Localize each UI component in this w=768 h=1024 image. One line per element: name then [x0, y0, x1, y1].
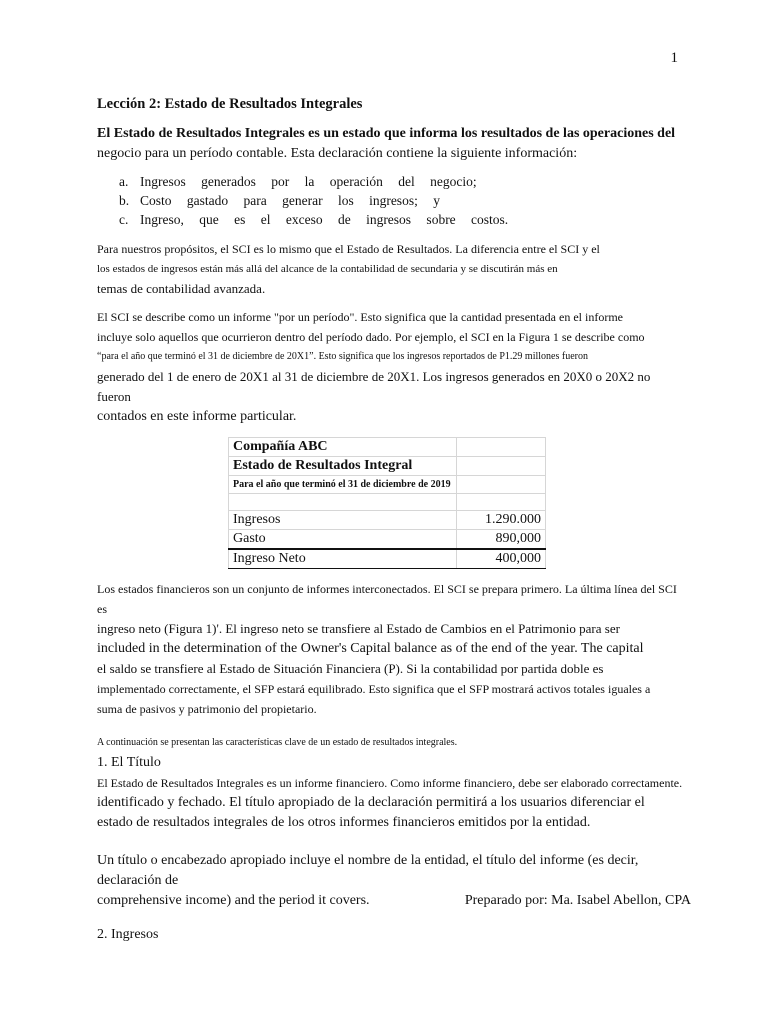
- table-row: [229, 494, 546, 511]
- section-heading: 1. El Título: [97, 755, 161, 770]
- list-marker: a.: [119, 174, 129, 189]
- intro-bold-line: El Estado de Resultados Integrales es un estado que informa los resultados de las operaciones del: [97, 126, 676, 141]
- paragraph-line: “para el año que terminó el 31 de diciembre de 20X1”. Esto significa que los ingresos reportados de P1.29 millones fueron: [97, 351, 588, 362]
- paragraph-line: El SCI se describe como un informe "por un período". Esto significa que la cantidad presentada en el informe: [97, 310, 623, 324]
- paragraph-line: included in the determination of the Owner's Capital balance as of the end of the year. The capital: [97, 641, 644, 656]
- row-label-cell: Gasto: [229, 530, 457, 550]
- list-item: [119, 172, 687, 191]
- paragraph-line: el saldo se transfiere al Estado de Situación Financiera (P). Si la contabilidad por partida doble es: [97, 661, 604, 676]
- empty-cell: [457, 438, 546, 457]
- intro-line-2: negocio para un período contable. Esta declaración contiene la siguiente información:: [97, 146, 578, 161]
- statement-title-cell: Estado de Resultados Integral: [229, 457, 457, 476]
- section-title: [97, 753, 687, 833]
- list-text: Costo gastado para generar los ingresos; y: [140, 193, 440, 208]
- row-label-cell: Ingresos: [229, 511, 457, 530]
- table-row: [229, 530, 546, 550]
- empty-cell: [457, 476, 546, 494]
- paragraph-line: incluye solo aquellos que ocurrieron dentro del período dado. Por ejemplo, el SCI en la Figura 1 se describe como: [97, 330, 645, 344]
- empty-cell: [457, 457, 546, 476]
- info-list: [119, 172, 687, 229]
- table-row-net-income: [229, 549, 546, 569]
- list-item: [119, 210, 687, 229]
- paragraph-line: identificado y fechado. El título apropiado de la declaración permitirá a los usuarios diferenciar el: [97, 795, 645, 810]
- period-cell: Para el año que terminó el 31 de diciembre de 2019: [229, 476, 457, 494]
- key-features-intro: A continuación se presentan las características clave de un estado de resultados integrales.: [97, 737, 458, 748]
- company-name-cell: Compañía ABC: [229, 438, 457, 457]
- document-body: [97, 94, 687, 945]
- list-item: [119, 191, 687, 210]
- list-text: Ingresos generados por la operación del negocio;: [140, 174, 477, 189]
- income-statement-table: [228, 437, 546, 569]
- paragraph-line: temas de contabilidad avanzada.: [97, 281, 266, 296]
- lesson-title: Lección 2: Estado de Resultados Integrales: [97, 96, 363, 112]
- list-marker: b.: [119, 193, 130, 208]
- net-income-label-cell: Ingreso Neto: [229, 549, 457, 569]
- empty-cell: [457, 494, 546, 511]
- paragraph-line: Un título o encabezado apropiado incluye el nombre de la entidad, el título del informe (es decir, declaración de: [97, 853, 639, 888]
- row-value-cell: 890,000: [457, 530, 546, 550]
- page-number: 1: [670, 50, 678, 66]
- table-row: [229, 511, 546, 530]
- paragraph-line: suma de pasivos y patrimonio del propietario.: [97, 702, 317, 716]
- empty-cell: [229, 494, 457, 511]
- paragraph-sci-definition: [97, 239, 687, 299]
- table-row: [229, 476, 546, 494]
- paragraph-interconnected: [97, 579, 687, 719]
- paragraph-line: generado del 1 de enero de 20X1 al 31 de diciembre de 20X1. Los ingresos generados en 20X0 o 20X2 no fueron: [97, 369, 651, 404]
- paragraph-line: estado de resultados integrales de los otros informes financieros emitidos por la entidad.: [97, 815, 591, 830]
- paragraph-line: ingreso neto (Figura 1)'. El ingreso neto se transfiere al Estado de Cambios en el Patrimonio para ser: [97, 621, 620, 636]
- table-row: [229, 457, 546, 476]
- table-row: [229, 438, 546, 457]
- paragraph-line: los estados de ingresos están más allá del alcance de la contabilidad de secundaria y se discutirán más en: [97, 263, 558, 275]
- paragraph-line: Los estados financieros son un conjunto de informes interconectados. El SCI se prepara primero. La última línea del SCI es: [97, 582, 677, 616]
- row-value-cell: 1.290.000: [457, 511, 546, 530]
- intro-paragraph: [97, 124, 687, 164]
- list-text: Ingreso, que es el exceso de ingresos sobre costos.: [140, 212, 509, 227]
- prepared-by-footer: Preparado por: Ma. Isabel Abellon, CPA: [464, 893, 691, 908]
- paragraph-line: implementado correctamente, el SFP estará equilibrado. Esto significa que el SFP mostrará activos totales iguales a: [97, 682, 651, 696]
- section-heading: 2. Ingresos: [97, 927, 159, 942]
- paragraph-line: El Estado de Resultados Integrales es un informe financiero. Como informe financiero, debe ser elaborado correctamente.: [97, 776, 683, 790]
- paragraph-period-report: [97, 307, 687, 427]
- paragraph-line: contados en este informe particular.: [97, 409, 297, 424]
- paragraph-line: Para nuestros propósitos, el SCI es lo mismo que el Estado de Resultados. La diferencia entre el SCI y el: [97, 242, 600, 256]
- paragraph-line: comprehensive income) and the period it covers.: [97, 893, 370, 908]
- net-income-value-cell: 400,000: [457, 549, 546, 569]
- list-marker: c.: [119, 212, 129, 227]
